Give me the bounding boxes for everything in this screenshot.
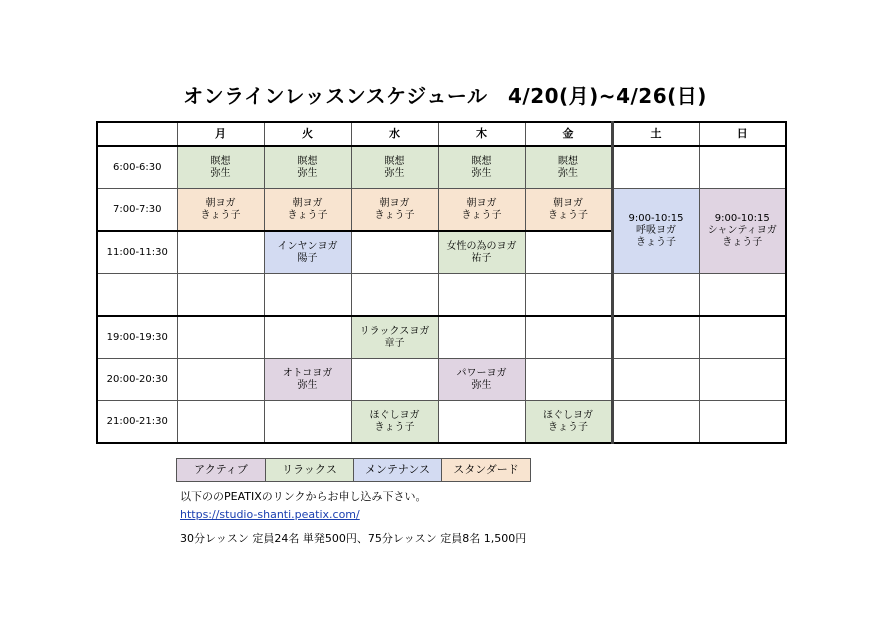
lesson-cell (351, 146, 438, 189)
empty-cell (177, 274, 264, 317)
lesson-line: 陽子 (297, 252, 318, 264)
empty-cell (525, 231, 612, 274)
corner-cell (97, 122, 177, 146)
empty-cell (438, 401, 525, 444)
lesson-line: 朝ヨガ (466, 197, 497, 209)
empty-cell (177, 316, 264, 359)
lesson-line: きょう子 (548, 421, 588, 433)
empty-cell (438, 274, 525, 317)
lesson-line: きょう子 (374, 421, 415, 433)
lesson-line: きょう子 (722, 237, 763, 248)
day-header: 火 (264, 122, 351, 146)
signup-note: 以下ののPEATIXのリンクからお申し込み下さい。 (180, 490, 427, 503)
lesson-cell (438, 146, 525, 189)
empty-cell (612, 359, 699, 401)
empty-cell (699, 316, 786, 359)
lesson-line: 呼吸ヨガ (636, 225, 676, 236)
lesson-cell (177, 146, 264, 189)
legend-standard: スタンダード (442, 459, 530, 481)
empty-cell (264, 401, 351, 444)
lesson-cell (525, 189, 612, 232)
legend-maintenance: メンテナンス (354, 459, 442, 481)
schedule-row (97, 189, 786, 232)
lesson-line: ほぐしヨガ (369, 409, 420, 421)
schedule-table (96, 121, 787, 444)
empty-cell (177, 401, 264, 444)
lesson-line: 朝ヨガ (292, 197, 323, 209)
day-header: 水 (351, 122, 438, 146)
lesson-line: 朝ヨガ (379, 197, 410, 209)
day-header: 月 (177, 122, 264, 146)
lesson-line: パワーヨガ (456, 367, 507, 379)
time-cell: 20:00-20:30 (97, 359, 177, 401)
lesson-line: 朝ヨガ (205, 197, 236, 209)
weekend-lesson-cell (699, 189, 786, 274)
weekend-lesson-cell (612, 189, 699, 274)
empty-cell (699, 401, 786, 444)
lesson-line: 9:00-10:15 (628, 213, 684, 224)
empty-cell (612, 401, 699, 444)
lesson-line: 9:00-10:15 (714, 213, 770, 224)
lesson-line: シャンティヨガ (707, 225, 777, 236)
empty-cell (264, 316, 351, 359)
lesson-line: 弥生 (558, 167, 578, 179)
lesson-line: インヤンヨガ (277, 240, 338, 252)
time-cell (97, 274, 177, 317)
schedule-row (97, 146, 786, 189)
legend-active: アクティブ (177, 459, 266, 481)
lesson-line: きょう子 (200, 209, 241, 221)
empty-cell (612, 274, 699, 317)
lesson-line: きょう子 (548, 209, 588, 221)
day-header: 日 (699, 122, 786, 146)
lesson-line: 弥生 (210, 167, 231, 179)
pricing-note: 30分レッスン 定員24名 単発500円、75分レッスン 定員8名 1,500円 (180, 532, 527, 545)
lesson-cell (264, 189, 351, 232)
lesson-line: きょう子 (461, 209, 502, 221)
empty-cell (351, 359, 438, 401)
empty-cell (351, 274, 438, 317)
lesson-cell (438, 189, 525, 232)
time-cell: 19:00-19:30 (97, 316, 177, 359)
lesson-line: 瞑想 (297, 155, 318, 167)
legend-relax: リラックス (266, 459, 354, 481)
empty-cell (612, 316, 699, 359)
lesson-line: 弥生 (297, 167, 318, 179)
empty-cell (525, 274, 612, 317)
lesson-cell (438, 231, 525, 274)
lesson-cell (525, 401, 612, 444)
lesson-cell (525, 146, 612, 189)
lesson-line: 弥生 (471, 379, 492, 391)
page-title: オンラインレッスンスケジュール 4/20(月)~4/26(日) (183, 84, 707, 108)
lesson-cell (264, 359, 351, 401)
lesson-line: 瞑想 (558, 155, 578, 167)
empty-cell (612, 146, 699, 189)
lesson-line: 朝ヨガ (553, 197, 583, 209)
day-header: 金 (525, 122, 612, 146)
schedule-row (97, 316, 786, 359)
lesson-line: 弥生 (297, 379, 318, 391)
lesson-line: 弥生 (471, 167, 492, 179)
empty-cell (177, 359, 264, 401)
lesson-line: きょう子 (287, 209, 328, 221)
lesson-line: 弥生 (384, 167, 405, 179)
lesson-line: 瞑想 (384, 155, 405, 167)
lesson-line: きょう子 (636, 237, 676, 248)
empty-cell (525, 316, 612, 359)
day-header-row (97, 122, 786, 146)
lesson-line: ほぐしヨガ (543, 409, 593, 421)
peatix-link[interactable]: https://studio-shanti.peatix.com/ (180, 508, 360, 521)
lesson-cell (351, 189, 438, 232)
lesson-cell (264, 231, 351, 274)
lesson-cell (264, 146, 351, 189)
empty-cell (525, 359, 612, 401)
empty-cell (699, 359, 786, 401)
schedule-row (97, 274, 786, 317)
lesson-cell (351, 316, 438, 359)
lesson-line: 瞑想 (210, 155, 231, 167)
empty-cell (177, 231, 264, 274)
day-header: 土 (612, 122, 699, 146)
empty-cell (699, 146, 786, 189)
empty-cell (699, 274, 786, 317)
empty-cell (438, 316, 525, 359)
lesson-cell (438, 359, 525, 401)
empty-cell (264, 274, 351, 317)
lesson-cell (351, 401, 438, 444)
lesson-line: 女性の為のヨガ (446, 240, 517, 252)
time-cell: 6:00-6:30 (97, 146, 177, 189)
time-cell: 21:00-21:30 (97, 401, 177, 444)
lesson-line: 章子 (384, 337, 405, 349)
lesson-line: 祐子 (471, 252, 492, 264)
lesson-line: 瞑想 (471, 155, 492, 167)
time-cell: 11:00-11:30 (97, 231, 177, 274)
schedule-row (97, 401, 786, 444)
lesson-line: オトコヨガ (282, 367, 333, 379)
lesson-line: リラックスヨガ (359, 325, 430, 337)
legend (176, 458, 531, 482)
lesson-cell (177, 189, 264, 232)
lesson-line: きょう子 (374, 209, 415, 221)
day-header: 木 (438, 122, 525, 146)
time-cell: 7:00-7:30 (97, 189, 177, 232)
schedule-row (97, 359, 786, 401)
empty-cell (351, 231, 438, 274)
